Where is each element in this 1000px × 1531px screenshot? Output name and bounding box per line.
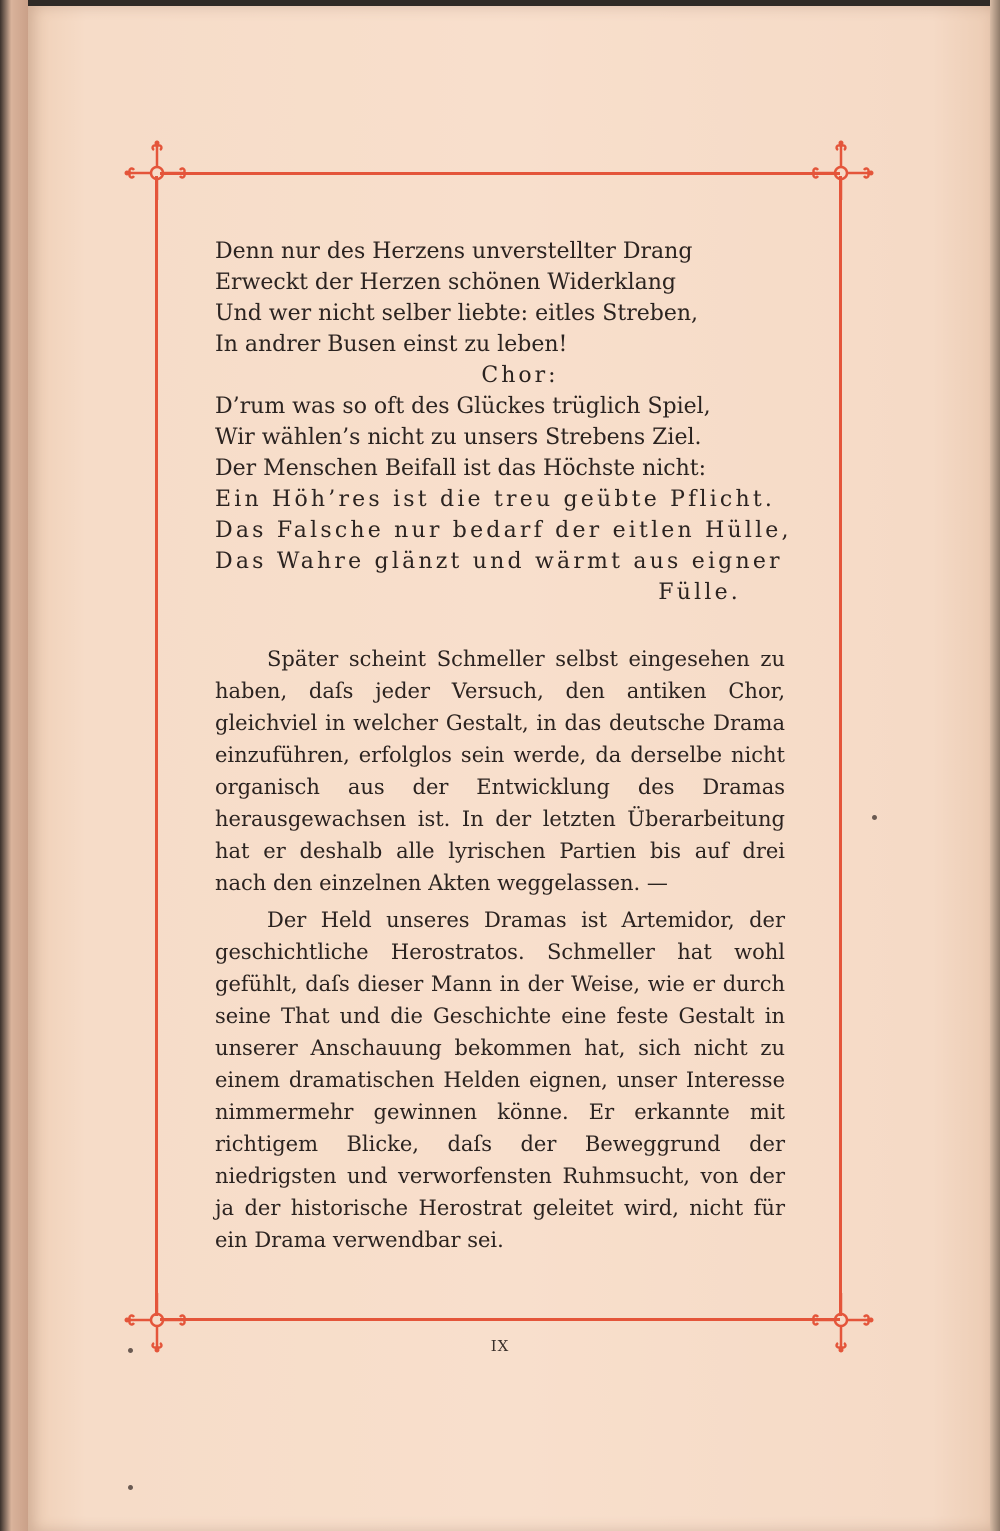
- frame-left-line: [155, 176, 158, 1316]
- paper-speck: [128, 1485, 133, 1490]
- main-text: [215, 236, 792, 1256]
- page-edge-right: [990, 0, 1000, 1531]
- chorus-spaced-line: Ein Höh’res ist die treu geübte Pflicht.: [215, 487, 776, 512]
- paper-speck: [128, 1348, 133, 1353]
- chorus-line: Wir wählen’s nicht zu unsers Strebens Ziel.: [215, 425, 702, 450]
- chorus-spaced-line: Das Wahre glänzt und wärmt aus eigner: [215, 549, 783, 574]
- corner-ornament-top-right-icon: [806, 138, 876, 208]
- verse-line: In andrer Busen einst zu leben!: [215, 332, 568, 357]
- corner-ornament-bottom-right-icon: [806, 1285, 876, 1355]
- facing-page-edge: [0, 0, 28, 1531]
- frame-right-line: [839, 176, 842, 1316]
- verse-line: Erweckt der Herzen schönen Widerklang: [215, 270, 677, 295]
- corner-ornament-top-left-icon: [122, 138, 192, 208]
- corner-ornament-bottom-left-icon: [122, 1285, 192, 1355]
- chorus-line-end: Fülle.: [658, 580, 741, 605]
- prose-paragraph: Der Held unseres Dramas ist Artemidor, der geschichtliche Herostratos. Schmeller hat wohl gefühlt, daſs dieser Mann in der Weise, wie er durch seine That und die Geschichte eine feste Gestalt in unserer Anschauung bekommen hat, sich nicht zu einem dramatischen Helden eignen, unser Interesse nimmermehr gewinnen könne. Er erkannte mit richtigem Blicke, daſs der Beweggrund der niedrigsten und verworfensten Ruhmsucht, von der ja der historische Herostrat geleitet wird, nicht für ein Drama verwendbar sei.: [215, 908, 785, 1252]
- chorus-line: Der Menschen Beifall ist das Höchste nicht:: [215, 456, 707, 481]
- chorus-spaced-line: Das Falsche nur bedarf der eitlen Hülle,: [215, 518, 792, 543]
- chorus-heading: Chor:: [481, 363, 559, 388]
- frame-bottom-line: [160, 1318, 840, 1321]
- page-number: IX: [490, 1337, 510, 1355]
- frame-top-line: [160, 172, 840, 175]
- paper-speck: [872, 815, 877, 820]
- verse-line: Und wer nicht selber liebte: eitles Streben,: [215, 301, 699, 326]
- chorus-line: D’rum was so oft des Glückes trüglich Spiel,: [215, 394, 711, 419]
- prose-paragraph: Später scheint Schmeller selbst eingesehen zu haben, daſs jeder Versuch, den antiken Chor, gleichviel in welcher Gestalt, in das deutsche Drama einzuführen, erfolglos sein werde, da derselbe nicht organisch aus der Entwicklung des Dramas herausgewachsen ist. In der letzten Überarbeitung hat er deshalb alle lyrischen Partien bis auf drei nach den einzelnen Akten weggelassen. —: [215, 647, 785, 895]
- verse-line: Denn nur des Herzens unverstellter Drang: [215, 239, 693, 264]
